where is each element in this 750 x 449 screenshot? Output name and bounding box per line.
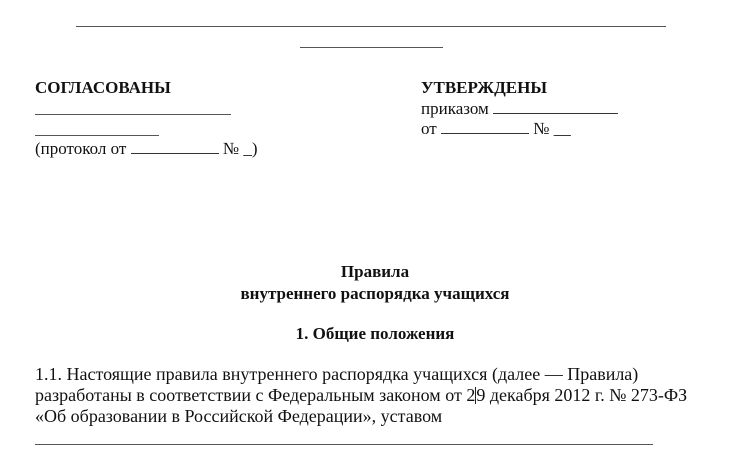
document-subtitle: внутреннего распорядка учащихся <box>240 284 510 303</box>
from-label: от <box>421 119 437 138</box>
agreed-signature-line[interactable] <box>35 114 231 115</box>
paragraph-line-2-start: разработаны в соответствии с Федеральным законом от 2 <box>35 385 476 405</box>
approved-date-line <box>421 119 571 139</box>
section-title: 1. Общие положения <box>295 324 455 343</box>
paragraph-line-2 <box>35 385 687 406</box>
paragraph-fill-line[interactable] <box>35 444 653 445</box>
approved-title: УТВЕРЖДЕНЫ <box>421 78 548 97</box>
order-field[interactable] <box>493 99 618 114</box>
approved-number-field[interactable]: __ <box>553 119 571 138</box>
protocol-number-field[interactable]: _ <box>243 139 252 158</box>
document-title: Правила <box>340 262 410 281</box>
protocol-prefix: (протокол от <box>35 139 127 158</box>
protocol-number-sign: № <box>222 139 240 158</box>
approved-number-sign: № <box>533 119 550 138</box>
agreed-protocol-line <box>35 139 258 159</box>
paragraph-line-2-end: 9 декабря 2012 г. № 273-ФЗ <box>476 385 688 405</box>
paragraph-line-1: 1.1. Настоящие правила внутреннего распорядка учащихся (далее — Правила) <box>35 364 639 384</box>
header-rule-sub <box>300 47 443 48</box>
approved-date-field[interactable] <box>441 119 529 134</box>
protocol-closing: ) <box>251 139 258 158</box>
agreed-name-line[interactable] <box>35 135 159 136</box>
agreed-title: СОГЛАСОВАНЫ <box>35 78 171 97</box>
approved-order-line <box>421 99 618 119</box>
paragraph-1-1[interactable] <box>35 364 687 427</box>
order-label: приказом <box>421 99 489 118</box>
protocol-date-field[interactable] <box>131 139 219 154</box>
header-rule-top <box>76 26 666 27</box>
paragraph-line-3: «Об образовании в Российской Федерации», уставом <box>35 406 443 426</box>
